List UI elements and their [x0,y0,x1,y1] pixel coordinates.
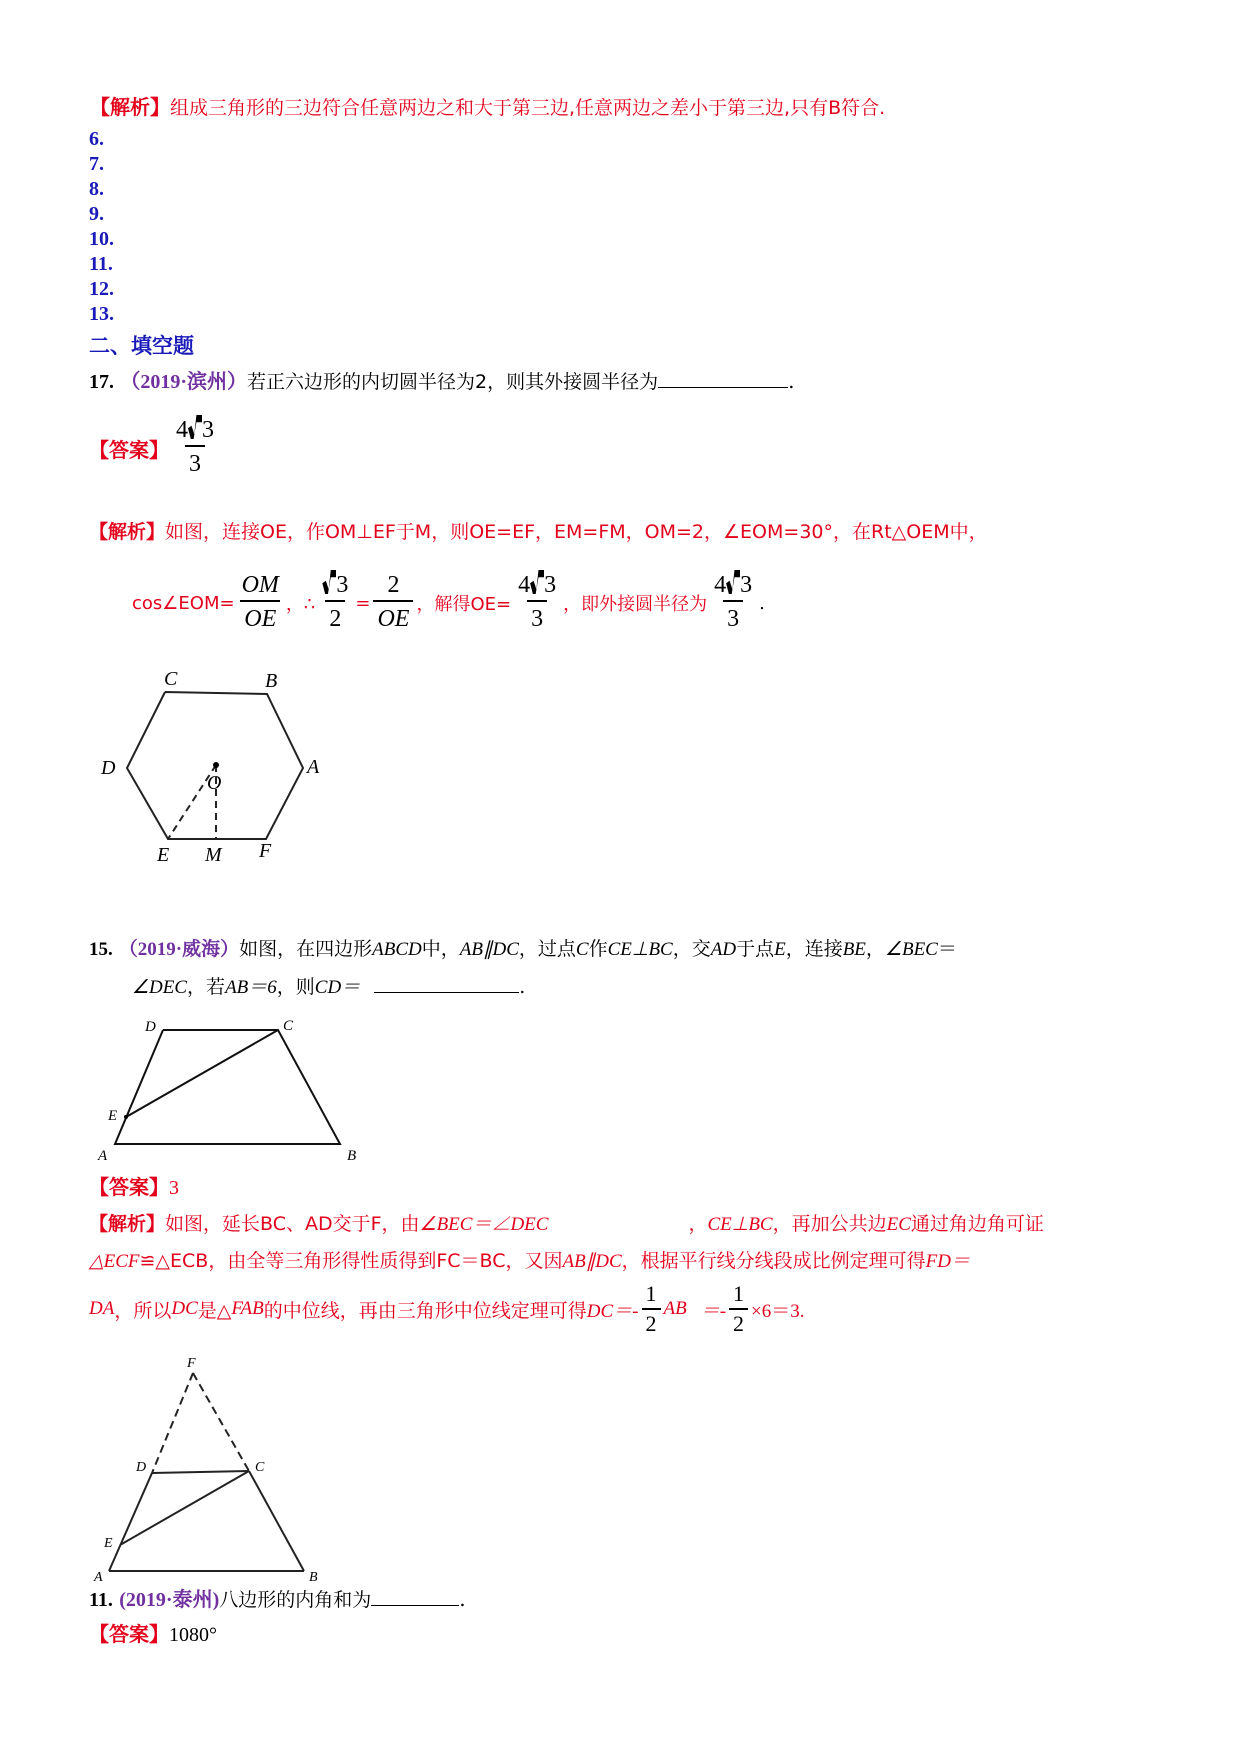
math-part: EC [886,1214,911,1235]
math-part: ABCD [372,939,422,960]
frac-num-right: 3 [740,572,753,598]
text-part: ，则 [276,976,315,998]
frac-num-left: 4 [714,572,727,598]
frac-num: 2 [387,572,400,598]
line-cb [249,1471,304,1571]
question-source: （2019·滨州） [120,371,248,393]
text-part: ＝ [937,938,957,960]
list-item: 6. [89,128,104,150]
frac-num: 1 [733,1281,745,1306]
math-part: DC＝- [586,1300,639,1322]
math-part: DA [89,1298,115,1319]
fraction-om-oe [238,570,283,636]
text-part: 通过角边角可证 [910,1213,1044,1235]
text-part: ， [865,938,885,960]
text-part: 如图，延长BC、AD交于F，由 [165,1213,420,1235]
line-dc [152,1471,249,1473]
answer-value: 1080° [169,1624,217,1646]
question-end: . [459,1587,466,1611]
fraction-one-half [642,1280,661,1338]
label-b: B [347,1148,357,1164]
math-part: E [774,939,786,960]
trapezoid-outline [115,1030,340,1144]
question-17 [89,367,794,396]
label-b: B [265,670,278,692]
frac-num: 1 [645,1281,657,1306]
text-part: 的中位线，再由三角形中位线定理可得 [263,1299,587,1322]
text-part: 于点 [736,938,775,960]
q15-answer [89,1173,179,1202]
question-11 [89,1585,466,1614]
label-f: F [259,840,272,862]
analysis-tag: 【解析】 [89,1213,166,1235]
triangle-figure [90,1345,330,1585]
math-part: CD＝ [314,977,361,998]
sqrt-icon [322,570,336,594]
question-15 [89,935,957,964]
solve-label: ，解得OE= [416,594,512,615]
list-item: 13. [89,303,114,325]
list-item: 10. [89,228,114,250]
hexagon-figure [95,665,325,865]
label-c: C [255,1460,265,1475]
frac-num: OM [241,572,279,598]
answer-blank [371,1585,459,1606]
text-part: ，根据平行线分线段成比例定理可得 [621,1250,926,1272]
question-end: . [519,976,526,998]
list-item: 7. [89,153,104,175]
question-number: 11. [89,1589,113,1611]
frac-den: 3 [527,600,547,636]
list-item: 9. [89,203,104,225]
sqrt-icon [188,415,202,439]
center-point [213,762,219,768]
label-e: E [104,1536,113,1551]
line-fc [193,1373,249,1471]
sqrt-icon [530,570,544,594]
question-15-line2 [132,972,525,1002]
math-part: AB∥DC [459,939,519,960]
section-heading: 二、填空题 [89,334,194,358]
sqrt-icon [726,570,740,594]
text-part: 作 [588,938,608,960]
label-o: O [207,772,222,794]
answer-tag: 【答案】 [89,437,169,462]
analysis-tag: 【解析】 [90,95,170,119]
answer-tag: 【答案】 [89,1622,169,1646]
fraction-one-half-2 [729,1280,748,1338]
line-da [109,1473,152,1571]
math-part: AB [663,1298,687,1319]
equals: = [355,592,371,614]
math-part: C [575,939,589,960]
cos-label: cos∠EOM= [132,592,235,614]
answer-blank [374,972,519,993]
label-d: D [136,1460,147,1475]
q15-analysis-line2 [89,1247,970,1276]
math-part: ×6＝3. [751,1300,805,1322]
label-a: A [94,1570,103,1585]
formula-end: . [759,592,765,614]
numbered-list [89,127,114,327]
list-item: 11. [89,253,113,275]
q17-formula [132,570,765,636]
question-source: （2019·威海） [118,939,240,960]
fraction-sqrt3-2 [318,570,352,636]
math-part: BE [842,939,866,960]
math-part: CE⊥BC [707,1214,773,1235]
label-e: E [157,844,170,866]
question-source: (2019·泰州) [119,1589,220,1611]
line-ec [120,1471,249,1545]
q15-analysis-line1 [89,1210,1044,1239]
frac-num-right: 3 [544,572,557,598]
therefore: ，∴ [285,594,316,615]
math-part: CE⊥BC [607,939,673,960]
trapezoid-figure [95,1010,375,1165]
fraction-2-oe [373,570,413,636]
analysis-text: 组成三角形的三边符合任意两边之和大于第三边,任意两边之差小于第三边,只有B符合. [170,97,886,119]
line-ec [126,1030,278,1117]
frac-den: 3 [185,445,205,481]
frac-num-left: 4 [518,572,531,598]
frac-num-left: 4 [176,417,188,443]
question-number: 17. [89,371,114,393]
fraction-4sqrt3-3-result [710,570,756,636]
label-f: F [187,1356,196,1371]
question-end: . [788,369,795,393]
answer-value: 3 [169,1177,179,1199]
frac-den: OE [240,600,280,636]
text-part: 中， [421,938,460,960]
text-part: ，再加公共边 [772,1213,887,1235]
math-part: FD＝ [925,1251,970,1272]
label-d: D [145,1019,156,1035]
label-c: C [283,1018,294,1034]
analysis-tag: 【解析】 [89,521,166,543]
q17-analysis [89,518,988,546]
list-item: 12. [89,278,114,300]
list-item: 8. [89,178,104,200]
label-d: D [101,757,116,779]
math-part: AB∥DC [562,1251,622,1272]
answer-fraction [172,415,218,481]
fraction-4sqrt3-3 [514,570,560,636]
q17-answer [89,415,221,481]
frac-num-right: 3 [202,417,214,443]
question-number: 15. [89,939,113,960]
q15-analysis-line3 [89,1280,805,1338]
text-part: ，交 [672,938,711,960]
math-part: ＝- [700,1300,727,1322]
frac-den: 2 [642,1308,661,1338]
text-part: ，若 [187,976,226,998]
frac-den: 3 [723,600,743,636]
label-e: E [108,1108,118,1124]
math-part: △ECF [89,1251,140,1272]
answer-tag: 【答案】 [89,1175,169,1199]
result-label: ，即外接圆半径为 [563,594,708,615]
question-text: 八边形的内角和为 [219,1589,372,1611]
math-part: ∠BEC＝∠DEC [419,1214,549,1235]
text-part: 是△ [197,1299,232,1322]
math-part: ∠DEC [132,977,188,998]
frac-den: 2 [729,1308,748,1338]
text-part: ， [688,1213,708,1235]
q11-answer [89,1620,217,1649]
label-c: C [164,668,178,690]
text-part: 如图，在四边形 [239,938,373,960]
text-part: ，所以 [114,1299,172,1322]
analysis-text: 如图，连接OE，作OM⊥EF于M，则OE=EF，EM=FM，OM=2，∠EOM=30°，在Rt△OEM中， [165,521,988,543]
line-fd [152,1373,193,1473]
label-b: B [309,1570,318,1585]
math-part: FAB [231,1298,264,1319]
answer-blank [658,367,788,388]
frac-den: OE [373,600,413,636]
math-part: AD [710,939,737,960]
frac-den: 2 [325,600,345,636]
math-part: AB＝6 [225,977,277,998]
label-m: M [205,844,222,866]
label-a: A [98,1148,108,1164]
top-analysis [90,93,885,122]
question-text: 若正六边形的内切圆半径为2，则其外接圆半径为 [247,371,659,393]
math-part: DC [171,1298,198,1319]
label-a: A [307,756,320,778]
text-part: ，过点 [518,938,576,960]
text-part: ，连接 [785,938,843,960]
frac-num-right: 3 [336,572,349,598]
math-part: ∠BEC [884,939,938,960]
text-part: ≌△ECB，由全等三角形得性质得到FC＝BC，又因 [139,1250,563,1272]
